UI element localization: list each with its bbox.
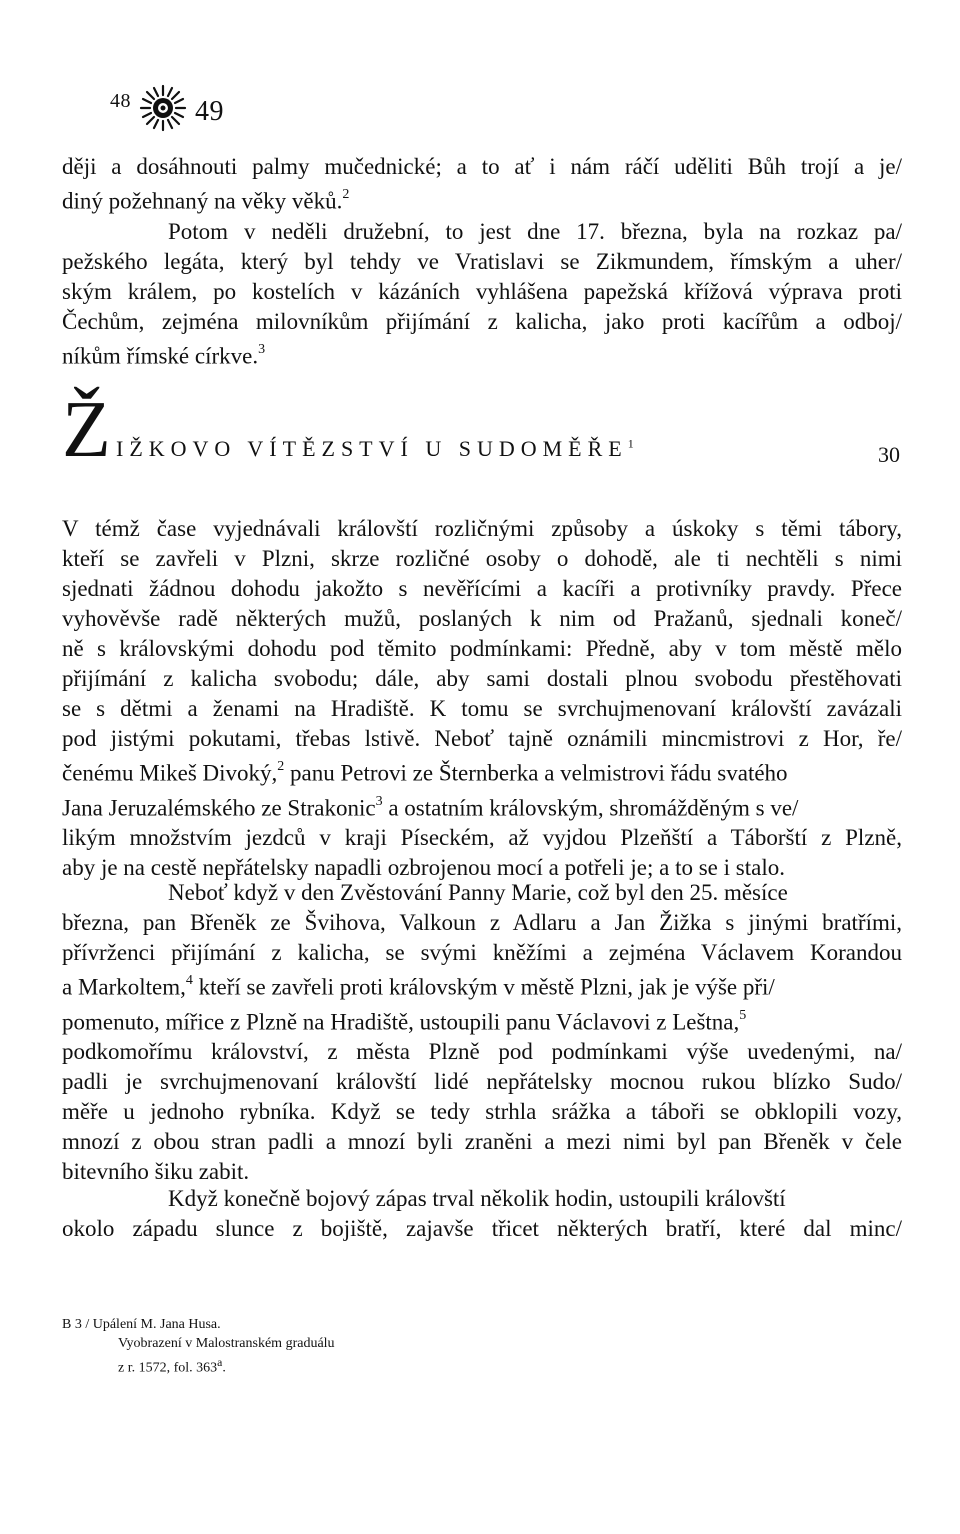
text-line: níkům římské církve.$^3$ xyxy=(62,341,266,369)
left-page-number: 48 xyxy=(110,90,131,113)
footnote-marker: 3 xyxy=(375,793,383,809)
text-line: padli je svrchujmenovaní královští lidé nepřátelsky mocnou rukou blízko Sudo/ xyxy=(62,1069,902,1095)
footnote-marker: 2 xyxy=(277,759,285,774)
text-line: měře u jednoho rybníka. Když se tedy strhla srážka a táboři se obklopili vozy, xyxy=(62,1099,902,1125)
text-line: mnozí z obou stran padli a mnozí byli zraněni a mezi nimi byl pan Břeněk v čele xyxy=(62,1129,902,1155)
caption-line: B 3 / Upálení M. Jana Husa. xyxy=(62,1317,221,1332)
chapter-number: 30 xyxy=(878,442,900,467)
footnote-marker: 3 xyxy=(258,341,266,357)
text-line: Neboť když v den Zvěstování Panny Marie, což byl den 25. měsíce xyxy=(168,880,788,905)
paragraph-1 xyxy=(62,514,902,883)
text-line: ským králem, po kostelích v kázáních vyhlášena papežská křížová výprava proti xyxy=(62,278,902,304)
text-line: ději a dosáhnouti palmy mučednické; a to ať i nám ráčí uděliti Bůh trojí a je/ xyxy=(62,154,902,179)
illustration-caption xyxy=(62,1315,335,1378)
caption-line: z r. 1572, fol. 363$^a$. xyxy=(118,1356,226,1376)
page-header xyxy=(110,82,224,142)
footnote-marker: 5 xyxy=(739,1007,747,1023)
text-line: čenému Mikeš Divoký,$^2$ panu Petrovi ze Šternberka a velmistrovi řádu svatého xyxy=(62,759,788,786)
text-line: přívrženci přijímání z kalicha, se svými kněžími a zejména Václavem Korandou xyxy=(62,940,902,965)
text-line: likým množstvím jezdců v kraji Píseckém, až vyjdou Plzeňští a Táborští z Plzně, xyxy=(62,825,902,851)
text-line: aby je na cestě nepřátelsky napadli ozbrojenou mocí a potřeli je; a to se i stalo. xyxy=(62,855,785,881)
heading-title: IŽKOVO VÍTĚZSTVÍ U SUDOMĚŘE$^1$ xyxy=(116,436,634,461)
paragraph-2 xyxy=(62,878,902,1187)
caption-line: Vyobrazení v Malostranském graduálu xyxy=(118,1336,335,1351)
footnote-marker: 2 xyxy=(342,187,350,202)
text-line: Čechům, zejména milovníkům přijímání z kalicha, jako proti kacířům a odboj/ xyxy=(62,308,902,334)
text-line: vyhověvše radě některých mužů, poslaných k nim od Pražanů, sjednali koneč/ xyxy=(62,606,902,631)
caption-title: Upálení M. Jana Husa. xyxy=(92,1317,221,1332)
text-line: sjednati žádnou dohodu jakožto s nevěřícími a kacíři a protivníky pravdy. Přece xyxy=(62,576,902,601)
text-line: a Markoltem,$^4$ kteří se zavřeli proti královským v městě Plzni, jak je výše při/ xyxy=(62,973,775,1000)
intro-paragraph xyxy=(62,152,902,371)
text-line: bitevního šiku zabit. xyxy=(62,1159,250,1185)
text-line: se s dětmi a ženami na Hradiště. K tomu se svrchujmenovaní královští zavázali xyxy=(62,696,902,721)
right-page-number: 49 xyxy=(195,96,224,127)
paragraph-3 xyxy=(62,1184,902,1244)
text-line: diný požehnaný na věky věků.$^2$ xyxy=(62,187,350,214)
text-line: Když konečně bojový zápas trval několik hodin, ustoupili královští xyxy=(168,1186,786,1211)
text-line: podkomořímu království, z města Plzně pod podmínkami výše uvedenými, na/ xyxy=(62,1039,902,1065)
text-line: přijímání z kalicha svobodu; dále, aby sami dostali plnou svobodu přestěhovati xyxy=(62,666,902,691)
footnote-marker: 4 xyxy=(185,973,193,988)
text-line: Jana Jeruzalémského ze Strakonic$^3$ a ostatním královským, shromážděným s ve/ xyxy=(62,793,799,821)
text-line: pomenuto, mířice z Plzně na Hradiště, ustoupili panu Václavovi z Leštna,$^5$ xyxy=(62,1007,747,1035)
text-line: pežského legáta, který byl tehdy ve Vratislavi se Zikmundem, římským a uher/ xyxy=(62,248,902,274)
footnote-marker: 1 xyxy=(627,436,634,451)
sun-ornament-icon xyxy=(137,82,189,142)
chapter-heading xyxy=(62,386,902,474)
text-line: okolo západu slunce z bojiště, zajavše třicet některých bratří, které dal minc/ xyxy=(62,1216,902,1241)
text-line: pod jistými pokutami, třebas lstivě. Neboť tajně oznámili mincmistrovi z Hor, ře/ xyxy=(62,726,902,751)
text-line: V témž čase vyjednávali královští rozličnými způsoby a úskoky s těmi tábory, xyxy=(62,516,902,541)
caption-ref: B 3 xyxy=(62,1317,82,1332)
text-line: Potom v neděli družební, to jest dne 17. března, byla na rozkaz pa/ xyxy=(168,218,902,244)
text-line: ně s královskými dohodu pod těmito podmínkami: Předně, aby v tom městě mělo xyxy=(62,636,902,661)
heading-initial: Ž xyxy=(62,386,111,474)
text-line: března, pan Břeněk ze Švihova, Valkoun z Adlaru a Jan Žižka s jinými bratřími, xyxy=(62,910,902,935)
text-line: kteří se zavřeli v Plzni, skrze rozličné osoby o dohodě, ale ti nechtěli s nimi xyxy=(62,546,902,571)
